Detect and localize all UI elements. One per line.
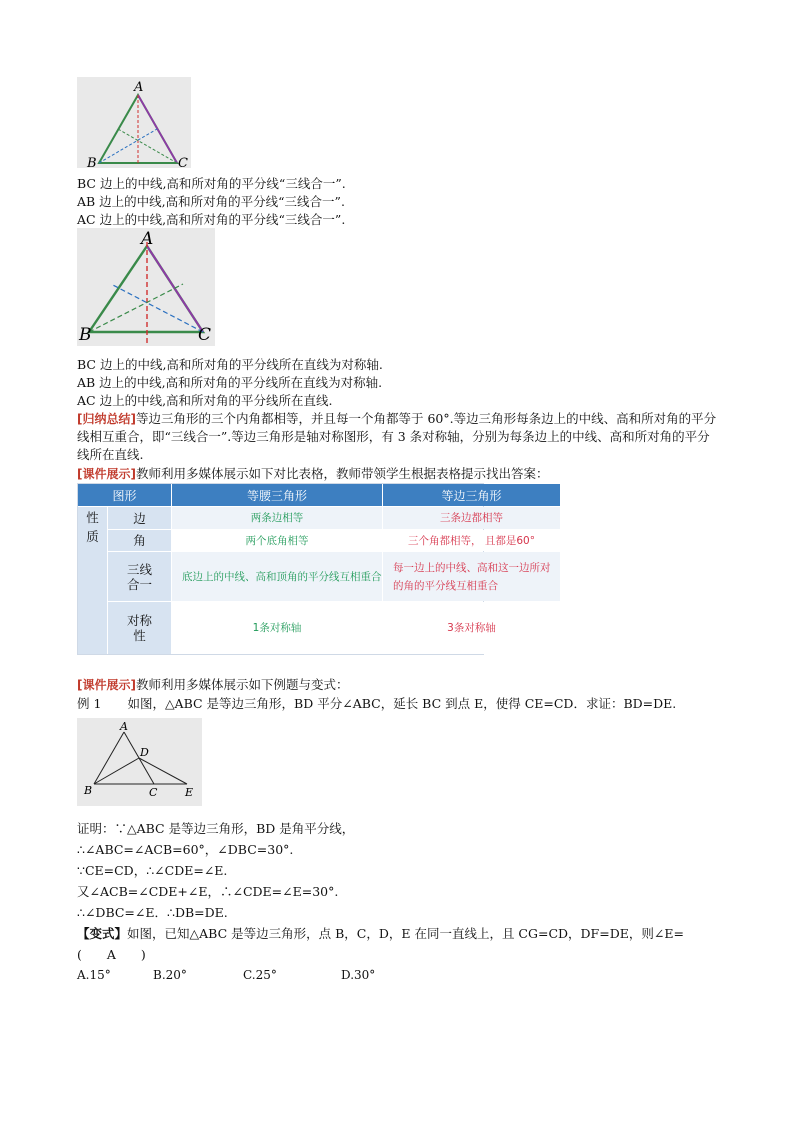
figure-triangle-3 [77,718,202,806]
triangle-1-side-ac [138,95,177,163]
show2-text: 教师利用多媒体展示如下例题与变式： [135,677,349,692]
figure1-line-2: AB 边上的中线,高和所对角的平分线“三线合一”. [77,194,345,209]
comparison-table [77,483,551,655]
side-char-2: 质 [86,529,99,544]
variant-tag: 【变式】 [77,926,128,941]
show1-tag: [课件展示] [77,467,136,481]
cell-isosceles-angles: 两个底角相等 [172,530,382,551]
option-c: C.25° [243,968,277,982]
cell-isosceles-symmetry: 1条对称轴 [172,602,382,654]
figure1-line-3: AC 边上的中线,高和所对角的平分线“三线合一”. [77,212,346,227]
variant-options [77,967,375,984]
fig3-label-c: C [149,786,158,799]
triangle-2-outline [89,246,203,332]
triangle-2-side-ac [147,246,203,332]
row-label-symmetry: 对称性 [108,602,171,654]
figure-triangle-2 [77,228,215,346]
fig3-label-d: D [140,746,149,759]
triangle-3-svg [77,718,202,806]
vertex-a-label: A [134,80,144,95]
side-char-1: 性 [86,510,99,525]
vertex-b-label: B [87,156,97,168]
triangle-2-axis-c [111,284,203,332]
summary-paragraph [77,410,719,464]
triangle-1-svg [77,77,191,168]
cell-equilateral-sides: 三条边都相等 [383,507,560,529]
figure2-line-1: BC 边上的中线,高和所对角的平分线所在直线为对称轴. [77,357,383,372]
triangle-2-axis-b [89,284,183,332]
table-side-property [78,507,107,654]
proof-line-4: 又∠ACB=∠CDE+∠E，∴∠CDE=∠E=30°. [77,884,339,899]
row-label-three-lines: 三线合一 [108,552,171,601]
show2-line [77,676,349,694]
fig3-label-a: A [120,720,128,733]
variant-line [77,925,684,942]
figure2-line-3: AC 边上的中线,高和所对角的平分线所在直线. [77,393,333,408]
cell-isosceles-three-lines: 底边上的中线、高和顶角的平分线互相重合 [172,552,382,601]
row-label-sides: 边 [108,507,171,529]
table-header-equilateral: 等边三角形 [383,484,560,506]
variant-answer: ( A ) [77,947,146,962]
summary-text: 等边三角形的三个内角都相等，并且每一个角都等于 60°.等边三角形每条边上的中线、高和所对角的平分线相互重合，即“三线合一”.等边三角形是轴对称图形，有 3 条对称轴，分别为每条边上的中线、高和所对角的平分线所在直线. [77,411,717,462]
proof-line-3: ∵CE=CD，∴∠CDE=∠E. [77,863,228,878]
cell-equilateral-three-lines: 每一边上的中线、高和这一边所对的角的平分线互相重合 [383,552,560,601]
option-b: B.20° [153,968,187,982]
cell-isosceles-sides: 两条边相等 [172,507,382,529]
cell-equilateral-symmetry: 3条对称轴 [383,602,560,654]
example-label: 例 1 [77,696,102,711]
table-header-figure: 图形 [78,484,171,506]
vertex-c-label: C [178,156,188,168]
fig3-label-b: B [84,784,93,797]
triangle-2-svg [77,228,215,346]
example-text: 如图，△ABC 是等边三角形，BD 平分∠ABC，延长 BC 到点 E，使得 CE=CD．求证：BD=DE. [127,696,677,711]
figure1-line-1: BC 边上的中线,高和所对角的平分线“三线合一”. [77,176,346,191]
option-d: D.30° [341,968,376,982]
vertex-c-label-2: C [198,325,212,345]
vertex-b-label-2: B [79,325,92,345]
fig3-label-e: E [185,786,194,799]
option-a: A.15° [77,968,111,982]
variant-text: 如图，已知△ABC 是等边三角形，点 B，C，D，E 在同一直线上，且 CG=CD，DF=DE，则∠E= [127,926,684,941]
vertex-a-label-2: A [141,229,154,249]
show1-line [77,465,549,483]
table-header-isosceles: 等腰三角形 [172,484,382,506]
row-label-angles: 角 [108,530,171,551]
figure2-line-2: AB 边上的中线,高和所对角的平分线所在直线为对称轴. [77,375,383,390]
show1-text: 教师利用多媒体展示如下对比表格，教师带领学生根据表格提示找出答案： [135,466,549,481]
segment-bd [94,758,139,784]
example-line [77,695,676,712]
figure-triangle-1 [77,77,191,168]
summary-tag: [归纳总结] [77,412,136,426]
proof-line-2: ∴∠ABC=∠ACB=60°，∠DBC=30°. [77,842,294,857]
proof-line-5: ∴∠DBC=∠E．∴DB=DE. [77,905,228,920]
side-ab [94,732,124,784]
show2-tag: [课件展示] [77,678,136,692]
proof-line-1: 证明：∵△ABC 是等边三角形，BD 是角平分线， [77,821,355,836]
cell-equilateral-angles: 三个角都相等， 且都是60° [383,530,560,551]
